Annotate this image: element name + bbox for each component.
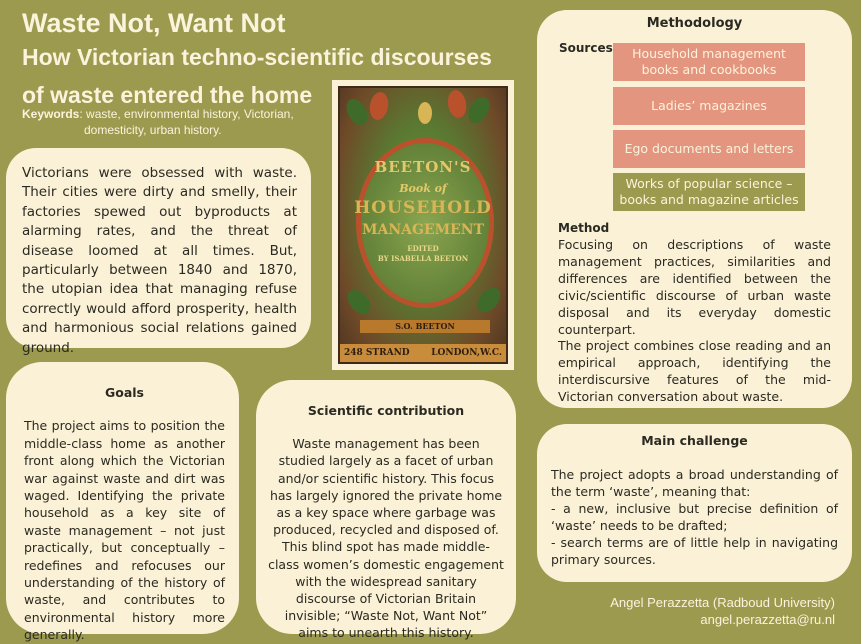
challenge-line-3: - search terms are of little help in navigating primary sources.: [551, 535, 838, 567]
challenge-heading: Main challenge: [641, 433, 748, 448]
challenge-line-1: The project adopts a broad understanding of the term ‘waste’, meaning that:: [551, 467, 838, 499]
keywords-line-1: : waste, environmental history, Victorian,: [79, 107, 294, 121]
book-cover-art: [338, 86, 508, 364]
keywords-line-2: domesticity, urban history.: [84, 123, 222, 137]
main-challenge-card: [537, 424, 852, 582]
method-label: Method: [558, 221, 610, 235]
book-cover-image: [332, 80, 514, 370]
cover-title-3: HOUSEHOLD: [354, 198, 492, 218]
cover-publisher: S.O. BEETON: [360, 320, 490, 333]
cover-title-1: BEETON'S: [374, 158, 472, 176]
method-paragraph-2: The project combines close reading and an empirical approach, identifying the interdiscursive features of the mid-Victorian conversation about waste.: [558, 338, 831, 405]
cover-title-4: MANAGEMENT: [361, 222, 485, 238]
title-line-3: of waste entered the home: [22, 82, 313, 108]
intro-text: Victorians were obsessed with waste. Their cities were dirty and smelly, their factories spewed out byproducts at alarming rates, and the threat of disease loomed at all times. But, particularly between 1840 and 1870, the utopian idea that managing refuse correctly would afford prosperity, health and harmonious social relations gained ground.: [22, 165, 297, 356]
title-line-2: How Victorian techno-scientific discourses: [22, 44, 492, 70]
source-box: Works of popular science – books and magazine articles: [613, 173, 805, 211]
methodology-card: [537, 10, 852, 408]
cover-title-2: Book of: [399, 182, 447, 195]
title-line-1: Waste Not, Want Not: [22, 8, 286, 38]
scientific-heading: Scientific contribution: [307, 403, 465, 418]
cover-editor: BY ISABELLA BEETON: [377, 254, 469, 263]
source-box: Household management books and cookbooks: [613, 43, 805, 81]
cover-address-left: 248 STRAND: [344, 348, 410, 358]
author-email[interactable]: angel.perazzetta@ru.nl: [700, 612, 835, 627]
goals-card: [6, 362, 239, 643]
source-box: Ego documents and letters: [613, 130, 805, 168]
goals-heading: Goals: [104, 385, 144, 400]
goals-text: The project aims to position the middle-class home as another front along which the Victorian war against waste and dirt was waged. Identifying the private household as a key site of waste management – not just practically, but conceptually – redefines and refocuses our understanding of the history of waste, and contributes to environmental history more generally.: [24, 418, 225, 643]
methodology-heading: Methodology: [646, 16, 743, 31]
cover-address: [340, 344, 506, 362]
method-paragraph-1: Focusing on descriptions of waste management practices, similarities and differences are identified between the civic/scientific discourse of urban waste disposal and its everyday domestic counterpart.: [558, 237, 831, 337]
cover-address-right: LONDON,W.C.: [431, 348, 502, 358]
scientific-contribution-card: [256, 380, 516, 641]
author-info: [610, 594, 835, 628]
keywords-label: Keywords: [22, 107, 80, 121]
intro-card: [6, 148, 311, 356]
method-text: [558, 237, 831, 406]
sources-label: Sources: [559, 41, 613, 55]
source-box: Ladies’ magazines: [613, 87, 805, 125]
author-name: Angel Perazzetta (Radboud University): [610, 595, 835, 610]
scientific-text: Waste management has been studied largely as a facet of urban and/or scientific history. This focus has largely ignored the private home as a key space where garbage was produced, recycled and disposed of. This blind spot has made middle-class women’s domestic engagement with the widespread sanitary discourse of Victorian Britain invisible; “Waste Not, Want Not” aims to unearth this history.: [268, 436, 504, 641]
keywords: [22, 106, 322, 138]
challenge-line-2: - a new, inclusive but precise definition of ‘waste’ needs to be drafted;: [551, 501, 838, 533]
cover-edited: EDITED: [407, 244, 439, 253]
